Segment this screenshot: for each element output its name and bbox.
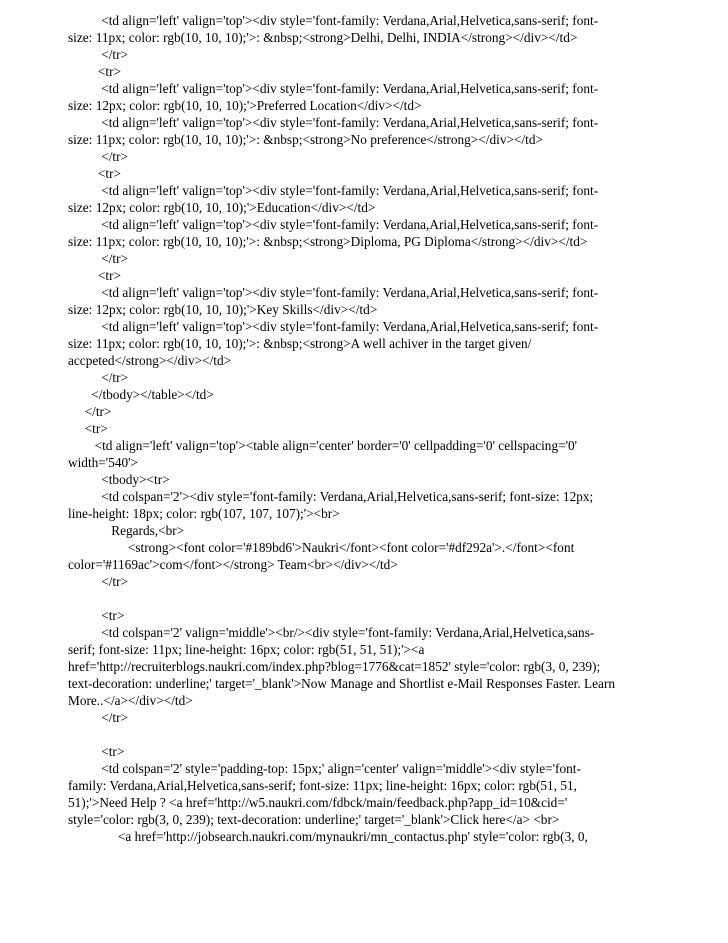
- source-code-text: [68, 12, 668, 845]
- code-line: size: 12px; color: rgb(10, 10, 10);'>Preferred Location</div></td>: [68, 98, 422, 113]
- code-line: <td align='left' valign='top'><div style='font-family: Verdana,Arial,Helvetica,sans-serif; font-: [68, 183, 599, 198]
- code-line: <tr>: [68, 64, 122, 79]
- code-line: size: 12px; color: rgb(10, 10, 10);'>Education</div></td>: [68, 200, 376, 215]
- code-line: </tbody></table></td>: [68, 387, 214, 402]
- code-line: <tr>: [68, 268, 122, 283]
- code-line: Regards,<br>: [68, 523, 185, 538]
- code-line: width='540'>: [68, 455, 139, 470]
- code-line: style='color: rgb(3, 0, 239); text-decoration: underline;' target='_blank'>Click here</a> <br>: [68, 812, 560, 827]
- blank-line: [68, 590, 668, 607]
- code-line: <td align='left' valign='top'><div style='font-family: Verdana,Arial,Helvetica,sans-serif; font-: [68, 13, 599, 28]
- code-line: line-height: 18px; color: rgb(107, 107, 107);'><br>: [68, 506, 340, 521]
- code-line: <tbody><tr>: [68, 472, 170, 487]
- code-line: <tr>: [68, 166, 122, 181]
- code-line: <td colspan='2'><div style='font-family: Verdana,Arial,Helvetica,sans-serif; font-size: 12px;: [68, 489, 594, 504]
- code-line: <td align='left' valign='top'><table align='center' border='0' cellpadding='0' cellspacing='0': [68, 438, 578, 453]
- code-line: accpeted</strong></div></td>: [68, 353, 232, 368]
- code-line: size: 12px; color: rgb(10, 10, 10);'>Key Skills</div></td>: [68, 302, 378, 317]
- code-line: <td align='left' valign='top'><div style='font-family: Verdana,Arial,Helvetica,sans-serif; font-: [68, 217, 599, 232]
- code-line: 51);'>Need Help ? <a href='http://w5.naukri.com/fdbck/main/feedback.php?app_id=10&cid=': [68, 795, 568, 810]
- code-line: </tr>: [68, 149, 129, 164]
- code-line: <tr>: [68, 608, 125, 623]
- code-line: <td colspan='2' style='padding-top: 15px;' align='center' valign='middle'><div style='font-: [68, 761, 581, 776]
- code-line: size: 11px; color: rgb(10, 10, 10);'>: &nbsp;<strong>No preference</strong></div></td>: [68, 132, 543, 147]
- code-line: href='http://recruiterblogs.naukri.com/index.php?blog=1776&cat=1852' style='color: rgb(3, 0, 239);: [68, 659, 601, 674]
- code-line: color='#1169ac'>com</font></strong> Team<br></div></td>: [68, 557, 398, 572]
- code-line: family: Verdana,Arial,Helvetica,sans-serif; font-size: 11px; line-height: 16px; color: rgb(51, 51,: [68, 778, 577, 793]
- code-line: size: 11px; color: rgb(10, 10, 10);'>: &nbsp;<strong>A well achiver in the target given/: [68, 336, 532, 351]
- code-line: size: 11px; color: rgb(10, 10, 10);'>: &nbsp;<strong>Delhi, Delhi, INDIA</strong></div></td>: [68, 30, 578, 45]
- code-line: </tr>: [68, 710, 129, 725]
- code-line: <tr>: [68, 744, 125, 759]
- code-line: </tr>: [68, 251, 129, 266]
- blank-line: [68, 726, 668, 743]
- code-line: More..</a></div></td>: [68, 693, 193, 708]
- code-line: </tr>: [68, 574, 129, 589]
- code-line: <tr>: [68, 421, 108, 436]
- code-line: <td align='left' valign='top'><div style='font-family: Verdana,Arial,Helvetica,sans-serif; font-: [68, 319, 599, 334]
- code-line: text-decoration: underline;' target='_blank'>Now Manage and Shortlist e-Mail Responses Faster. Learn: [68, 676, 616, 691]
- code-line: <a href='http://jobsearch.naukri.com/mynaukri/mn_contactus.php' style='color: rgb(3, 0,: [68, 829, 588, 844]
- code-line: <td colspan='2' valign='middle'><br/><div style='font-family: Verdana,Arial,Helvetica,sans-: [68, 625, 595, 640]
- code-line: <td align='left' valign='top'><div style='font-family: Verdana,Arial,Helvetica,sans-serif; font-: [68, 115, 599, 130]
- code-line: serif; font-size: 11px; line-height: 16px; color: rgb(51, 51, 51);'><a: [68, 642, 425, 657]
- code-line: </tr>: [68, 370, 129, 385]
- code-line: </tr>: [68, 47, 129, 62]
- code-line: <td align='left' valign='top'><div style='font-family: Verdana,Arial,Helvetica,sans-serif; font-: [68, 285, 599, 300]
- code-line: </tr>: [68, 404, 112, 419]
- code-line: <strong><font color='#189bd6'>Naukri</font><font color='#df292a'>.</font><font: [68, 540, 575, 555]
- code-line: <td align='left' valign='top'><div style='font-family: Verdana,Arial,Helvetica,sans-serif; font-: [68, 81, 599, 96]
- code-line: size: 11px; color: rgb(10, 10, 10);'>: &nbsp;<strong>Diploma, PG Diploma</strong></div></td>: [68, 234, 588, 249]
